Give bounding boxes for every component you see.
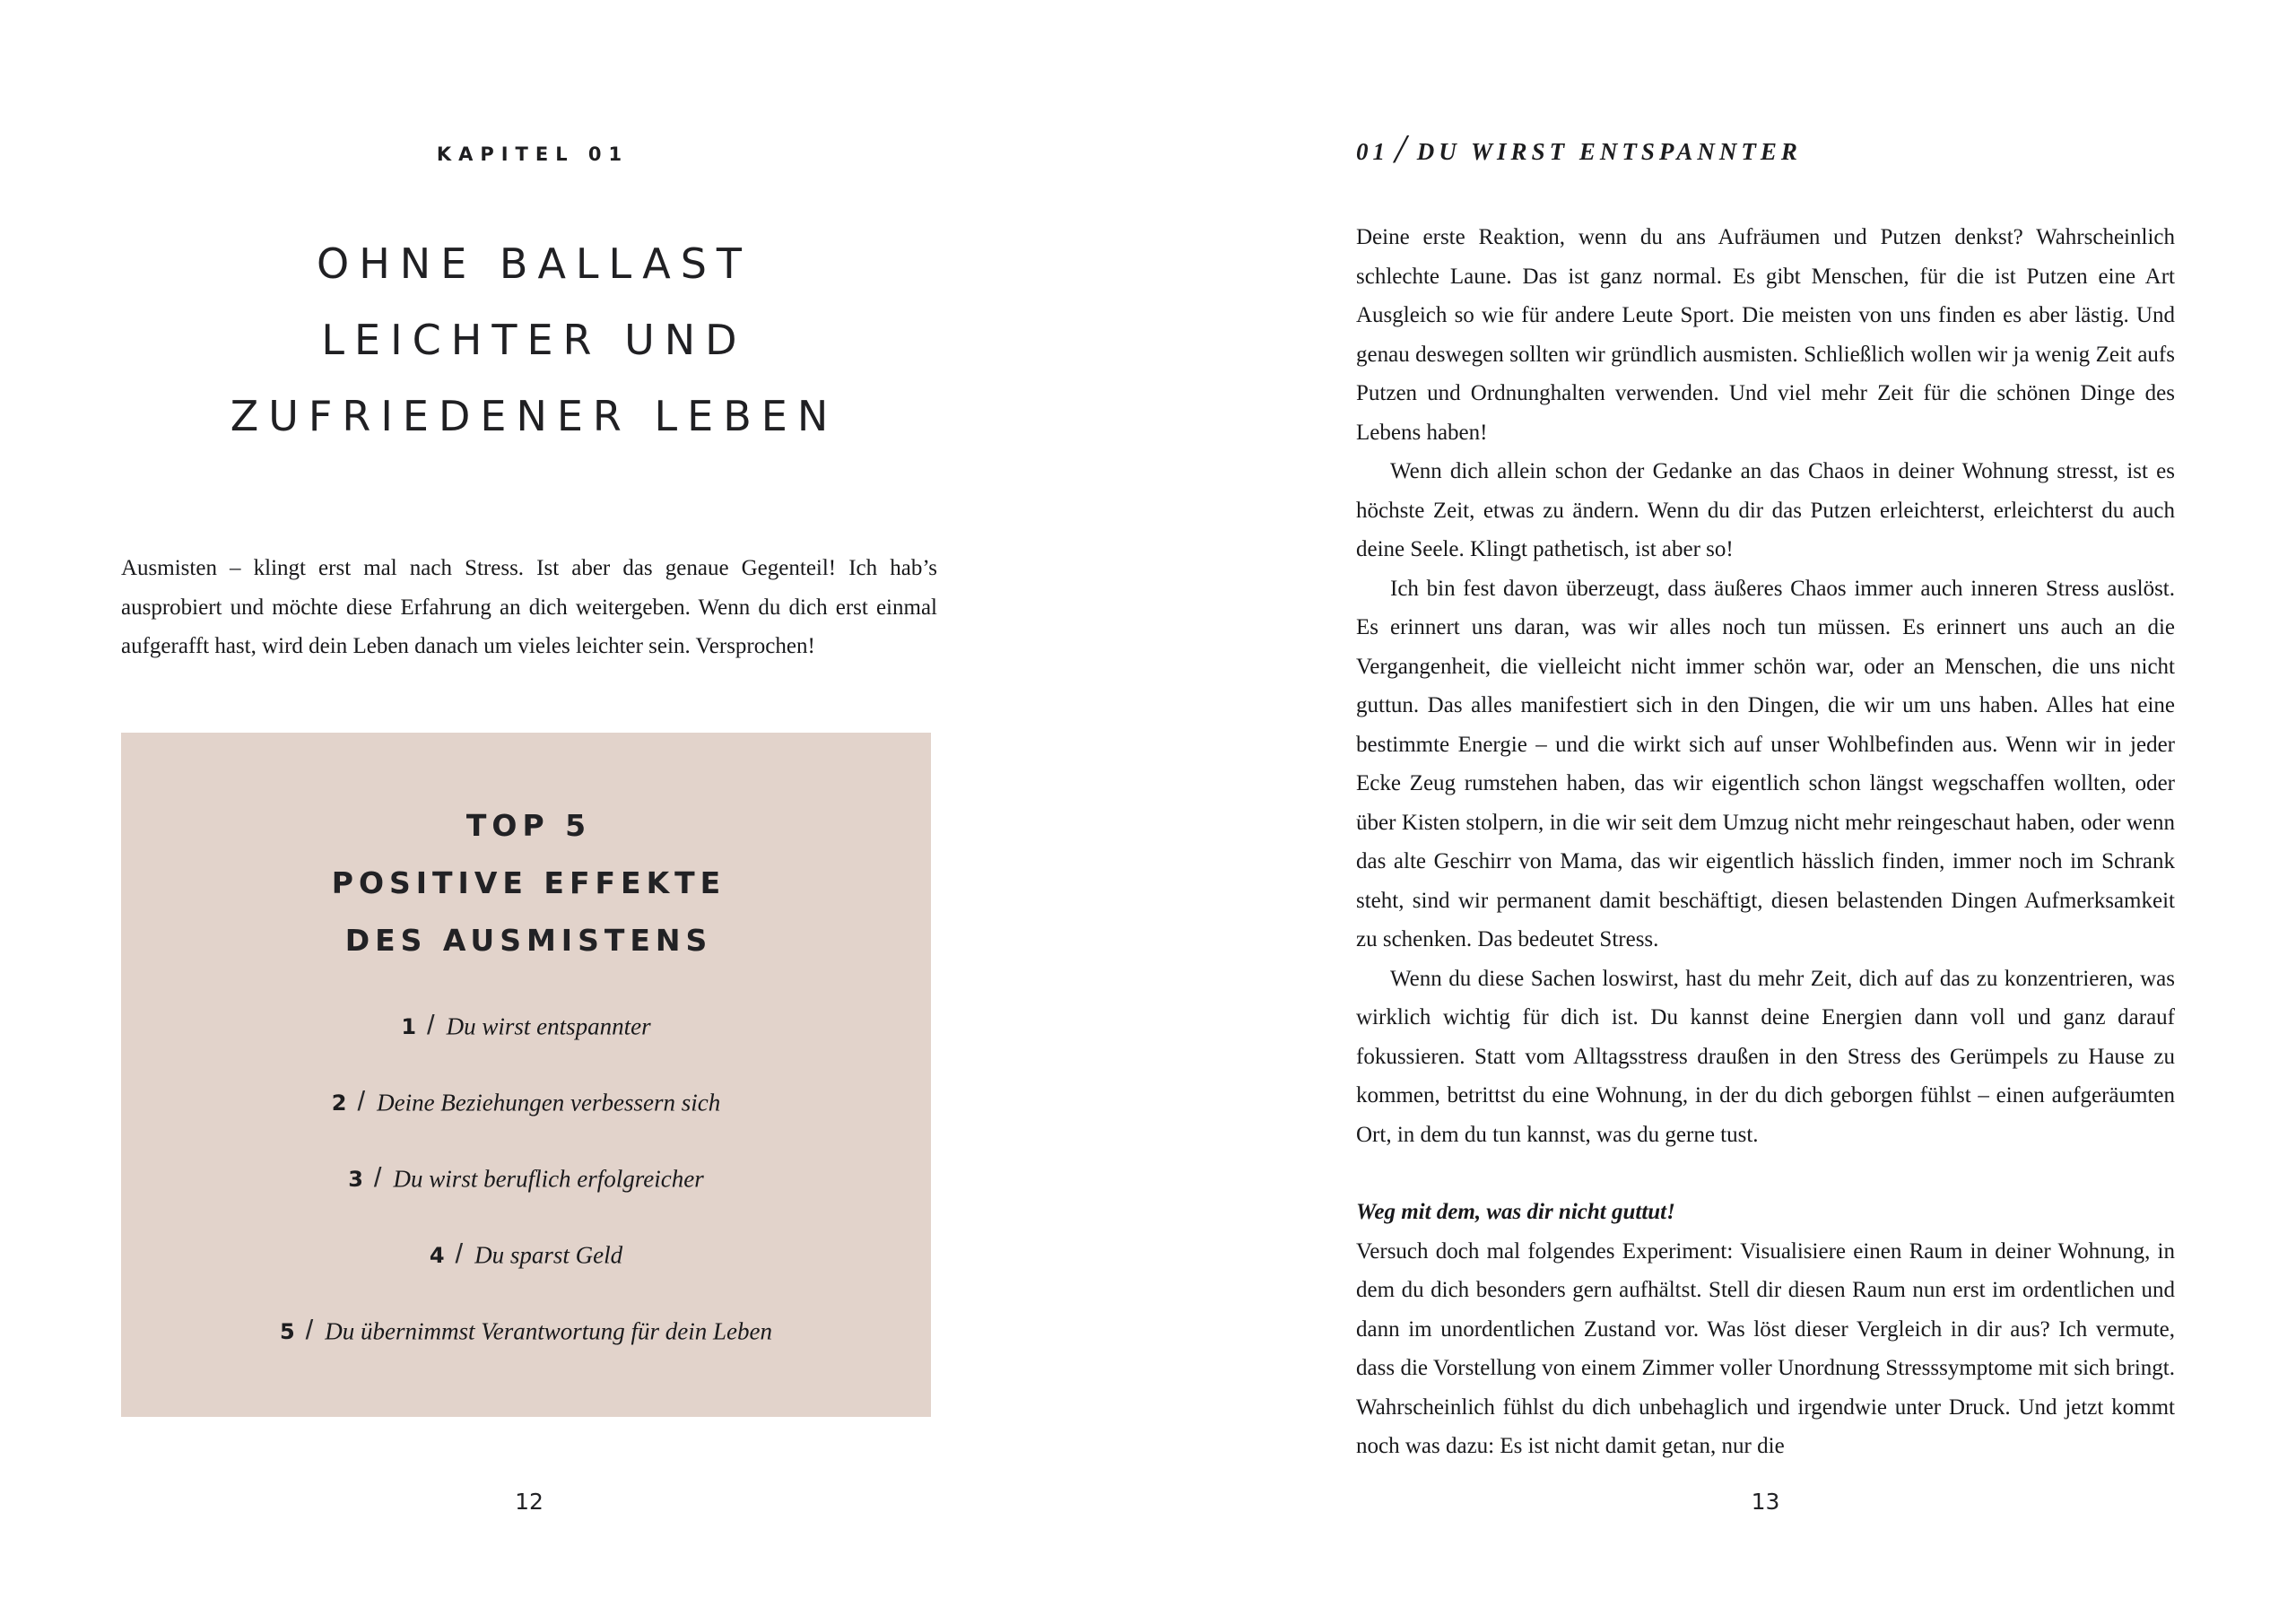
slash-separator: / [357,1085,366,1116]
slash-separator: / [373,1161,382,1193]
body-paragraph: Versuch doch mal folgendes Experiment: Visualisiere einen Raum in deiner Wohnung, in dem du dich besonders gern aufhältst. Stell dir diesen Raum nun erst im ordentlichen und dann im unordentlichen Zustand vor. Was löst dieser Vergleich in dir aus? Ich vermute, dass die Vorstellung von einem Zimmer voller Unordnung Stresssymptome mit sich bringt. Wahrscheinlich fühlst du dich unbehaglich und irgendwie unter Druck. Und jetzt kommt noch was dazu: Es ist nicht damit getan, nur die [1356,1238,2175,1458]
top5-list-item [121,1316,931,1392]
top5-box-title-line: POSITIVE EFFEKTE [331,865,726,900]
body-paragraph: Wenn dich allein schon der Gedanke an das Chaos in deiner Wohnung stresst, ist es höchste Zeit, etwas zu ändern. Wenn du dir das Putzen erleichterst, erleichterst du auch deine Seele. Klingt pathetisch, ist aber so! [1356,459,2175,561]
item-number: 1 [401,1014,417,1039]
top5-box-title-line: DES AUSMISTENS [344,923,713,958]
item-number: 2 [331,1090,347,1116]
item-number: 4 [429,1243,445,1268]
section-subheading: Weg mit dem, was dir nicht guttut! [1356,1200,1675,1224]
top5-list-item [121,1087,931,1163]
intro-paragraph: Ausmisten – klingt erst mal nach Stress. Ist aber das genaue Gegenteil! Ich hab’s ausprobiert und möchte diese Erfahrung an dich weitergeben. Wenn du dich erst einmal aufgerafft hast, wird dein Leben danach um vieles leichter sein. Versprochen! [121,556,937,658]
body-paragraph: Ich bin fest davon überzeugt, dass äußeres Chaos immer auch inneren Stress auslöst. Es erinnert uns daran, was wir alles noch tun müssen. Es erinnert uns auch an die Vergangenheit, die vielleicht nicht immer schön war, oder an Menschen, die uns nicht guttun. Das alles manifestiert sich in den Dingen, die wir um uns haben. Alles hat eine bestimmte Energie – und die wirkt sich auf unser Wohlbefinden aus. Wenn wir in jeder Ecke Zeug rumstehen haben, das wir eigentlich schon längst wegschaffen wollten, oder über Kisten stolpern, in die wir seit dem Umzug nicht mehr reingeschaut haben, oder wenn das alte Geschirr von Mama, das wir eigentlich hässlich finden, immer noch im Schrank steht, sind wir permanent damit beschäftigt, diesen belastenden Dingen Aufmerksamkeit zu schenken. Das bedeutet Stress. [1356,576,2175,951]
item-text: Deine Beziehungen verbessern sich [377,1089,721,1116]
item-text: Du übernimmst Verantwortung für dein Leben [325,1317,773,1345]
chapter-title-line: ZUFRIEDENER LEBEN [230,392,839,440]
top5-effects-list [121,1011,931,1392]
chapter-title-line: LEICHTER UND [321,316,747,364]
body-paragraph: Wenn du diese Sachen loswirst, hast du mehr Zeit, dich auf das zu konzentrieren, was wirklich wichtig für dich ist. Du kannst deine Energien dann voll und ganz darauf fokussieren. Statt vom Alltagsstress draußen in den Stress des Gerümpels zu Hause zu kommen, betrittst du eine Wohnung, in der du dich geborgen fühlst – einen aufgeräumten Ort, in dem du tun kannst, was du gerne tust. [1356,966,2175,1147]
chapter-kicker: KAPITEL 01 [436,143,630,165]
body-text [1356,218,2175,1466]
top5-box-title-line: TOP 5 [465,808,592,843]
body-paragraph: Deine erste Reaktion, wenn du ans Aufräumen und Putzen denkst? Wahrscheinlich schlechte Laune. Das ist ganz normal. Es gibt Menschen, für die ist Putzen eine Art Ausgleich so wie für andere Leute Sport. Die meisten von uns finden es aber lästig. Und genau deswegen sollten wir gründlich ausmisten. Schließlich wollen wir ja wenig Zeit aufs Putzen und Ordnunghalten verwenden. Und viel mehr Zeit für die schönen Dinge des Lebens haben! [1356,225,2175,445]
page-number-right: 13 [1751,1489,1780,1515]
chapter-title [121,226,937,455]
slash-separator: / [305,1314,314,1345]
running-head [1356,126,1802,172]
top5-highlight-box [121,733,931,1417]
top5-box-title [121,797,931,969]
top5-list-item [121,1239,931,1316]
item-number: 3 [348,1167,363,1192]
top5-list-item [121,1011,931,1087]
slash-separator: / [427,1009,435,1040]
chapter-title-line: OHNE BALLAST [317,239,752,288]
item-text: Du wirst beruflich erfolgreicher [393,1165,704,1193]
item-text: Du sparst Geld [474,1241,623,1269]
item-text: Du wirst entspannter [446,1012,651,1040]
top5-list-item [121,1163,931,1239]
item-number: 5 [279,1319,295,1344]
page-number-left: 12 [515,1489,544,1515]
running-head-number: 01 [1356,137,1389,165]
slash-divider: / [1395,126,1406,171]
slash-separator: / [455,1238,464,1269]
running-head-title: DU WIRST ENTSPANNTER [1416,137,1802,165]
